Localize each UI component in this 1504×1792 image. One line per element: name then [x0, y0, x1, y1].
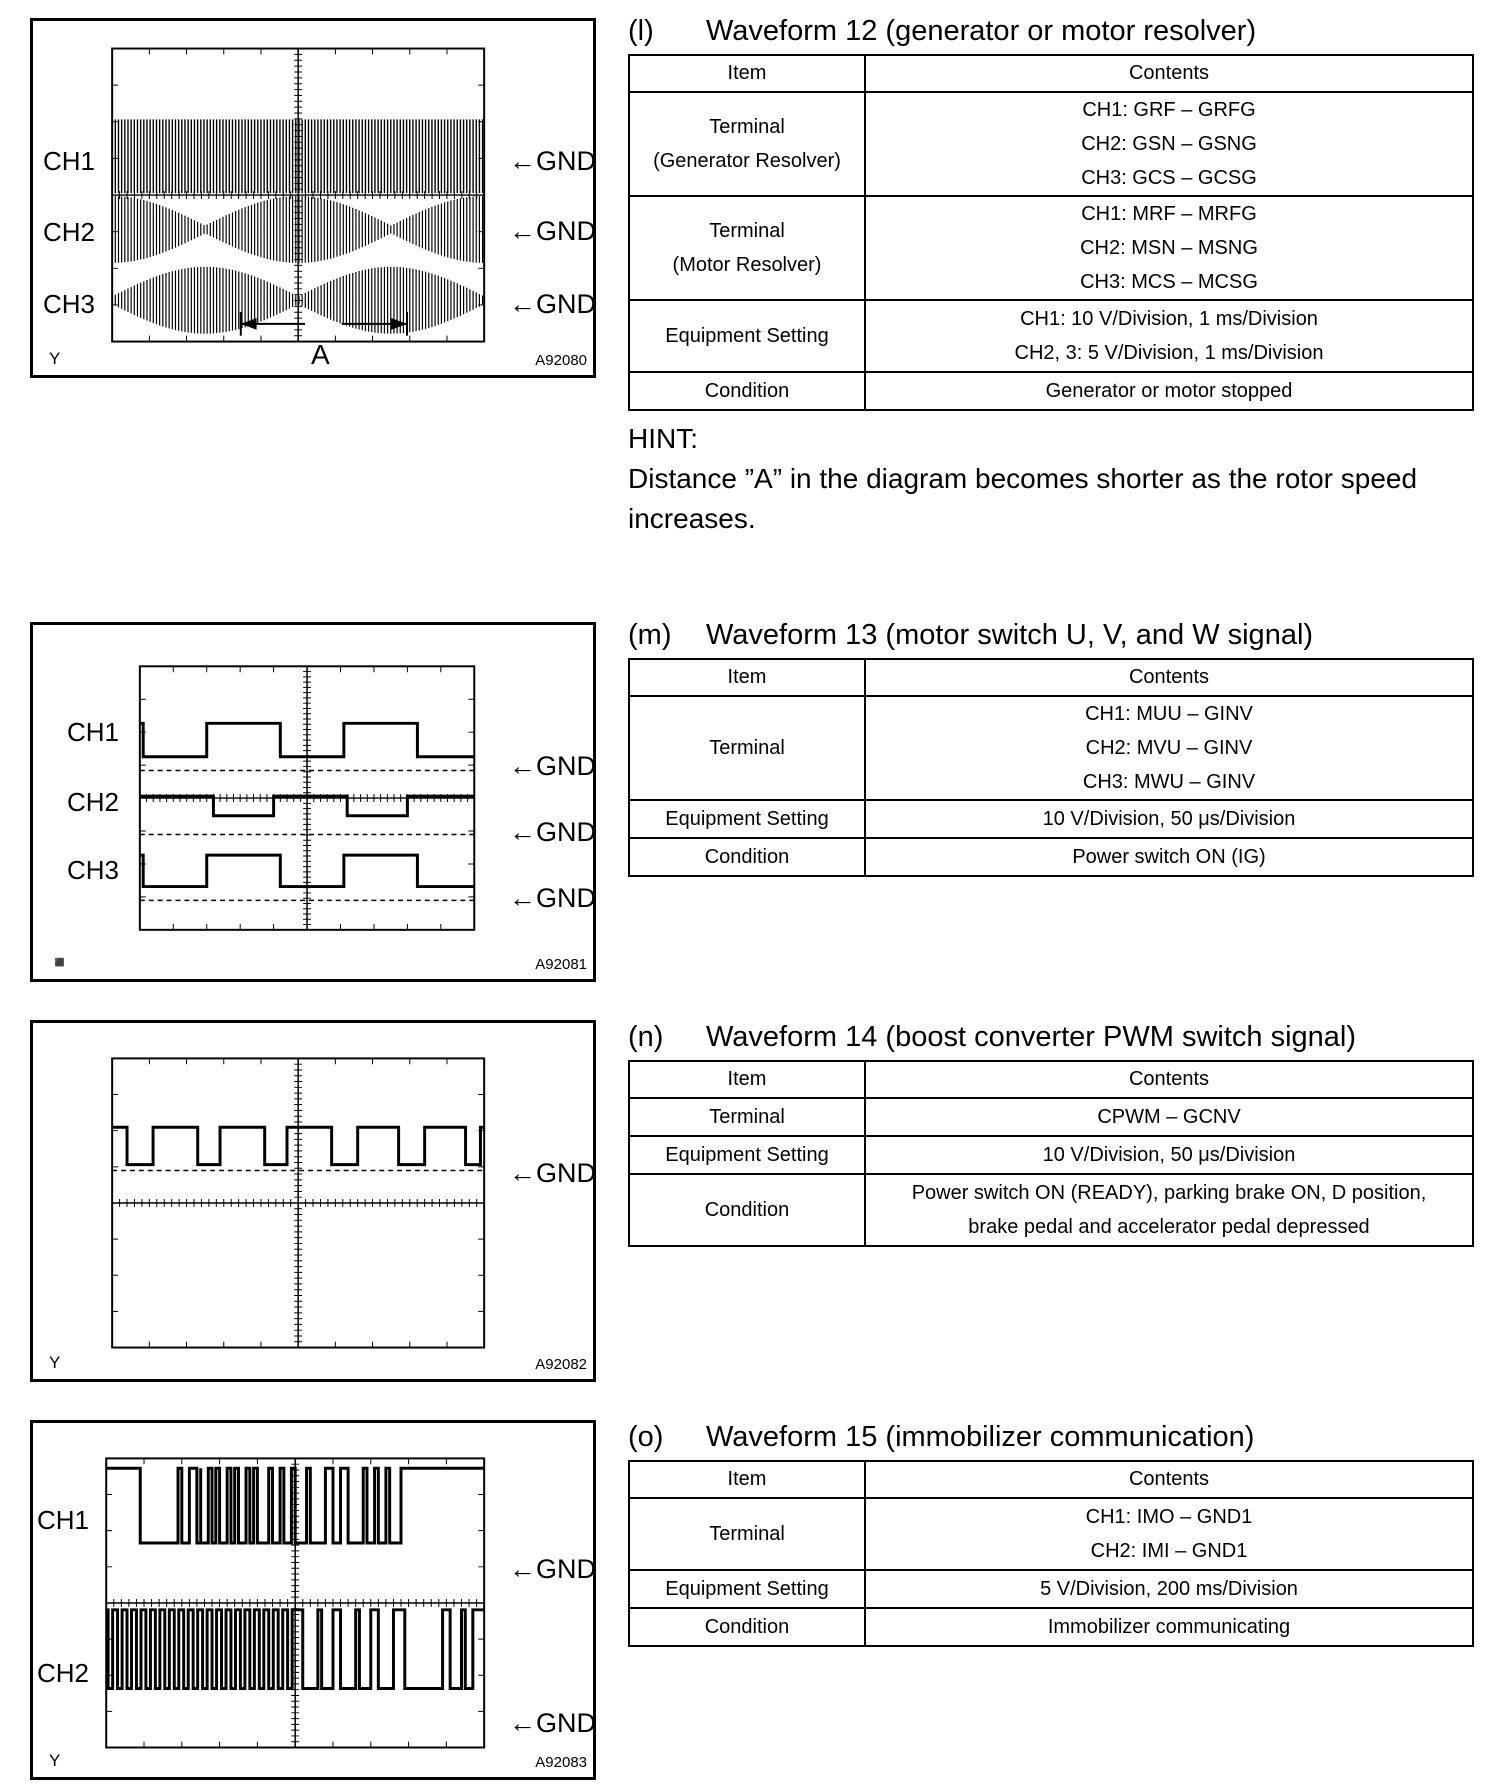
corner-mark: ◾ [49, 953, 71, 972]
row-item: Equipment Setting [629, 300, 865, 372]
table-row [629, 372, 1473, 410]
ch3-label: CH3 [43, 289, 96, 319]
ch1-label: CH1 [43, 146, 96, 176]
gnd-label: ←GND [509, 1708, 596, 1738]
row-item: Terminal (Motor Resolver) [629, 196, 865, 300]
row-contents: 10 V/Division, 50 μs/Division [865, 1136, 1473, 1174]
ch1-data-trace [106, 1468, 484, 1543]
table-row [629, 1570, 1473, 1608]
figure-a92082 [30, 1020, 596, 1382]
header-contents: Contents [865, 659, 1473, 696]
row-item: Condition [629, 1608, 865, 1646]
table-row [629, 696, 1473, 800]
row-item: Terminal [629, 1098, 865, 1136]
gnd-label: ←GND [509, 146, 596, 176]
figure-code: A92081 [535, 956, 587, 973]
row-contents: CH1: MUU – GINV CH2: MVU – GINV CH3: MWU – GINV [865, 696, 1473, 800]
hint-block [628, 419, 1474, 539]
hint-text: Distance ”A” in the diagram becomes shorter as the rotor speed increases. [628, 463, 1418, 534]
header-contents: Contents [865, 55, 1473, 92]
figure-a92080 [30, 18, 596, 378]
row-contents: CPWM – GCNV [865, 1098, 1473, 1136]
gnd-label: ←GND [509, 216, 596, 246]
figure-code: A92082 [535, 1356, 587, 1373]
section-title: (n) Waveform 14 (boost converter PWM switch signal) [628, 1021, 1357, 1053]
row-contents: 10 V/Division, 50 μs/Division [865, 800, 1473, 838]
figure-a92081 [30, 622, 596, 982]
ch2-modulated-trace [112, 196, 482, 263]
row-contents: 5 V/Division, 200 ms/Division [865, 1570, 1473, 1608]
ch3-label: CH3 [67, 855, 120, 885]
table-header-row [629, 1061, 1473, 1098]
ch2-label: CH2 [43, 217, 96, 247]
row-item: Condition [629, 372, 865, 410]
corner-mark: Y [49, 349, 61, 368]
row-contents: Generator or motor stopped [865, 372, 1473, 410]
gnd-label: ←GND [509, 1158, 596, 1188]
row-contents: Power switch ON (IG) [865, 838, 1473, 876]
corner-mark: Y [49, 1353, 61, 1372]
table-row [629, 300, 1473, 372]
row-item: Equipment Setting [629, 1570, 865, 1608]
spec-table [628, 1460, 1474, 1647]
table-header-row [629, 1461, 1473, 1498]
spec-table [628, 54, 1474, 411]
section-title: (m) Waveform 13 (motor switch U, V, and W signal) [628, 619, 1314, 651]
table-row [629, 838, 1473, 876]
figure-code: A92083 [535, 1754, 587, 1771]
ch1-label: CH1 [37, 1505, 90, 1535]
section-waveform-13 [628, 612, 1474, 877]
table-row [629, 1498, 1473, 1570]
row-contents: CH1: GRF – GRFG CH2: GSN – GSNG CH3: GCS – GCSG [865, 92, 1473, 196]
header-item: Item [629, 659, 865, 696]
section-title: (o) Waveform 15 (immobilizer communication) [628, 1421, 1255, 1453]
section-waveform-14 [628, 1014, 1474, 1247]
figure-a92083 [30, 1420, 596, 1780]
header-contents: Contents [865, 1461, 1473, 1498]
distance-a-right-arrow [391, 318, 407, 330]
row-item: Condition [629, 838, 865, 876]
row-contents: CH1: 10 V/Division, 1 ms/Division CH2, 3: 5 V/Division, 1 ms/Division [865, 300, 1473, 372]
gnd-label: ←GND [509, 817, 596, 847]
table-row [629, 1174, 1473, 1246]
corner-mark: Y [49, 1751, 61, 1770]
table-header-row [629, 55, 1473, 92]
row-item: Terminal [629, 696, 865, 800]
ch1-label: CH1 [67, 717, 120, 747]
row-contents: CH1: IMO – GND1 CH2: IMI – GND1 [865, 1498, 1473, 1570]
row-item: Condition [629, 1174, 865, 1246]
table-header-row [629, 659, 1473, 696]
header-item: Item [629, 55, 865, 92]
table-row [629, 800, 1473, 838]
figure-code: A92080 [535, 352, 587, 369]
table-row [629, 1136, 1473, 1174]
header-item: Item [629, 1061, 865, 1098]
gnd-label: ←GND [509, 751, 596, 781]
gnd-label: ←GND [509, 289, 596, 319]
table-row [629, 1098, 1473, 1136]
row-contents: Power switch ON (READY), parking brake ON, D position, brake pedal and accelerator pedal depressed [865, 1174, 1473, 1246]
row-contents: Immobilizer communicating [865, 1608, 1473, 1646]
waveform-14-plot [33, 1023, 593, 1379]
hint-label: HINT: [628, 423, 698, 454]
section-title: (l) Waveform 12 (generator or motor resolver) [628, 15, 1257, 47]
row-item: Terminal (Generator Resolver) [629, 92, 865, 196]
table-row [629, 196, 1473, 300]
row-contents: CH1: MRF – MRFG CH2: MSN – MSNG CH3: MCS – MCSG [865, 196, 1473, 300]
spec-table [628, 1060, 1474, 1247]
table-row [629, 92, 1473, 196]
gnd-label: ←GND [509, 883, 596, 913]
row-item: Equipment Setting [629, 800, 865, 838]
ch2-label: CH2 [37, 1658, 90, 1688]
row-item: Terminal [629, 1498, 865, 1570]
row-item: Equipment Setting [629, 1136, 865, 1174]
waveform-12-plot [33, 21, 593, 375]
spec-table [628, 658, 1474, 877]
distance-a-label: A [311, 339, 330, 370]
ch2-label: CH2 [67, 787, 120, 817]
header-contents: Contents [865, 1061, 1473, 1098]
header-item: Item [629, 1461, 865, 1498]
section-waveform-15 [628, 1414, 1474, 1647]
table-row [629, 1608, 1473, 1646]
section-waveform-12 [628, 8, 1474, 539]
gnd-label: ←GND [509, 1554, 596, 1584]
